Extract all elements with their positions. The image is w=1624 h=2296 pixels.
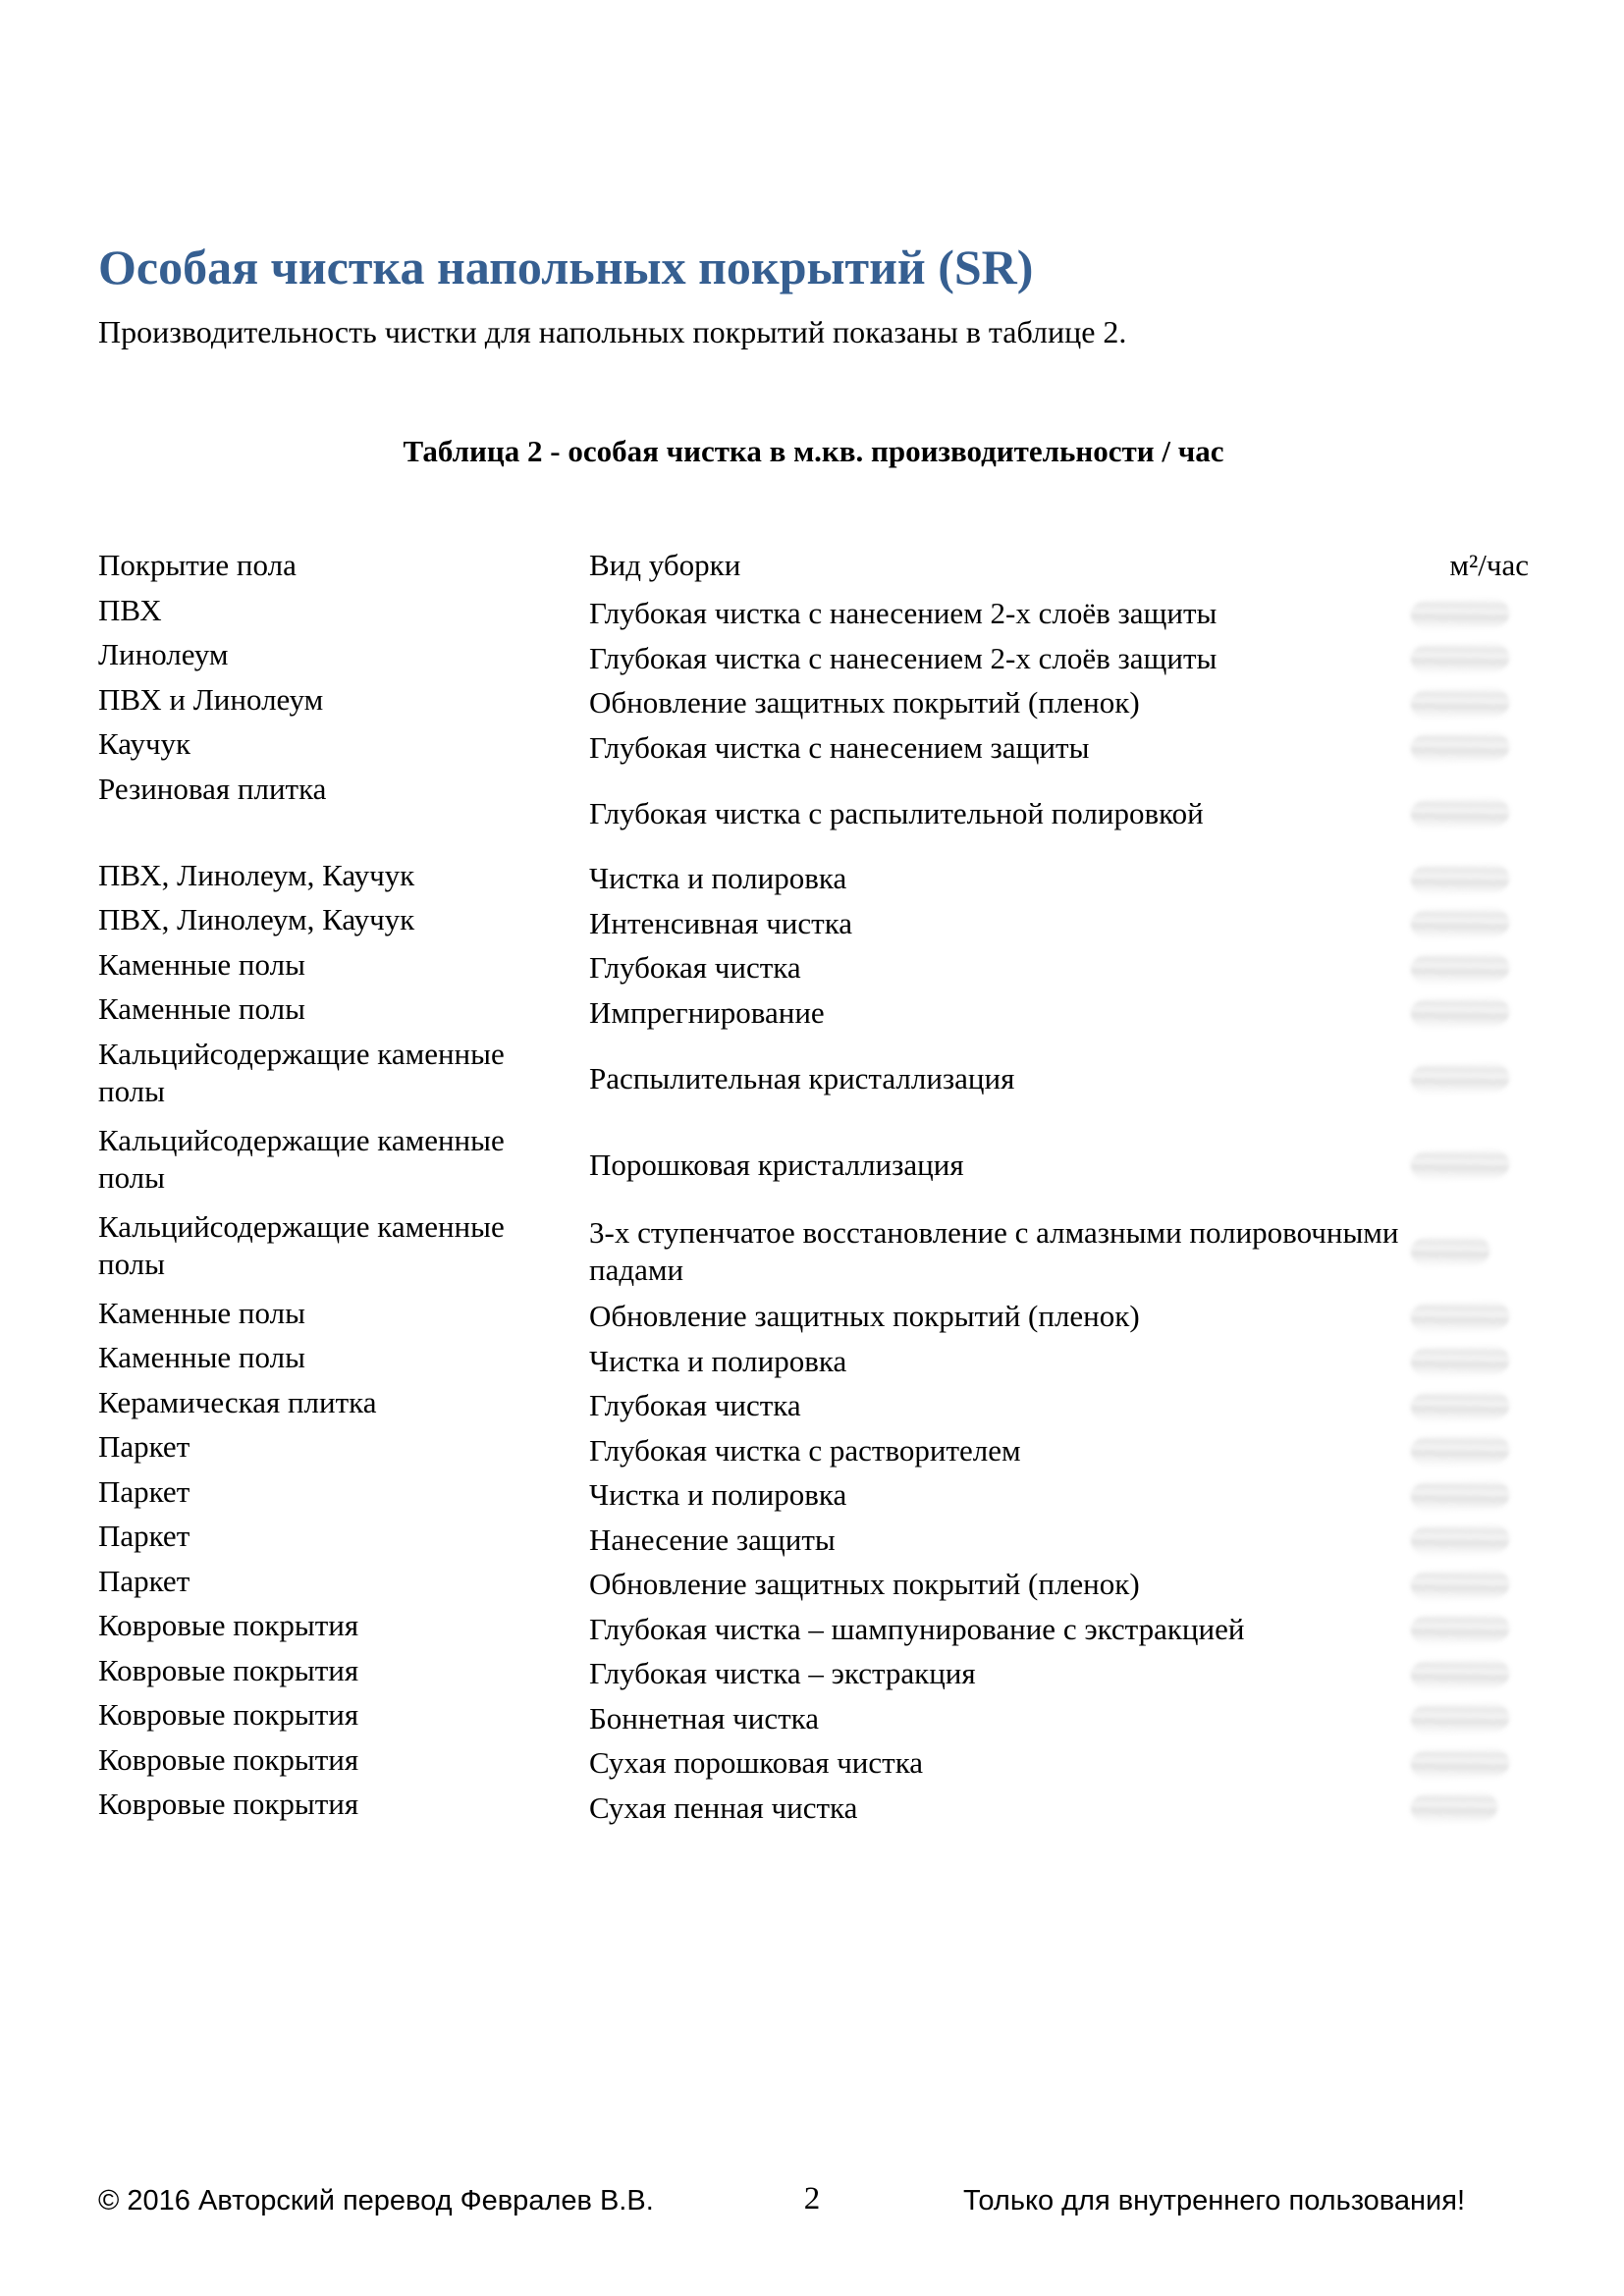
table-row xyxy=(98,1607,1529,1652)
table-row xyxy=(98,592,1529,637)
redacted-value-blur xyxy=(1411,998,1510,1027)
floor-type-cell: Ковровые покрытия xyxy=(98,1608,359,1642)
redacted-value-blur xyxy=(1411,1150,1510,1179)
cleaning-type-cell: Боннетная чистка xyxy=(589,1700,819,1735)
value-cell xyxy=(1411,645,1529,671)
cleaning-type-cell: Обновление защитных покрытий (пленок) xyxy=(589,1299,1140,1334)
redacted-value-blur xyxy=(1411,909,1510,937)
table-row xyxy=(98,946,1529,991)
table-row xyxy=(98,1518,1529,1563)
cleaning-type-cell: Распылительная кристаллизация xyxy=(589,1060,1015,1095)
table-caption: Таблица 2 - особая чистка в м.кв. производительности / час xyxy=(403,434,1224,468)
table-row xyxy=(98,1339,1529,1384)
floor-type-cell: ПВХ, Линолеум, Каучук xyxy=(98,857,415,892)
floor-type-cell: Кальцийсодержащие каменные полы xyxy=(98,1122,505,1195)
value-cell xyxy=(1411,1393,1529,1419)
cleaning-type-cell: Обновление защитных покрытий (пленок) xyxy=(589,1567,1140,1602)
footer-copyright: © 2016 Авторский перевод Февралев В.В. xyxy=(98,2185,654,2216)
value-cell xyxy=(1411,1151,1529,1178)
redacted-value-blur xyxy=(1411,644,1510,672)
value-cell xyxy=(1411,1437,1529,1464)
cleaning-type-cell: Глубокая чистка xyxy=(589,1388,801,1423)
productivity-table xyxy=(98,547,1529,1831)
cleaning-type-cell: Порошковая кристаллизация xyxy=(589,1147,964,1182)
cleaning-type-cell: Глубокая чистка с нанесением 2-х слоёв защиты xyxy=(589,640,1218,675)
cleaning-type-cell: Чистка и полировка xyxy=(589,861,847,896)
floor-type-cell: Паркет xyxy=(98,1563,190,1598)
value-cell xyxy=(1411,1304,1529,1330)
cleaning-type-cell: Импрегнирование xyxy=(589,994,825,1030)
redacted-value-blur xyxy=(1411,865,1510,893)
cleaning-type-cell: Нанесение защиты xyxy=(589,1522,836,1557)
table-row xyxy=(98,1563,1529,1608)
cleaning-type-cell: Интенсивная чистка xyxy=(589,905,853,940)
redacted-value-blur xyxy=(1411,1749,1510,1778)
table-row xyxy=(98,901,1529,946)
value-cell xyxy=(1411,1526,1529,1553)
redacted-value-blur xyxy=(1411,799,1510,828)
redacted-value-blur xyxy=(1411,1615,1510,1643)
table-row xyxy=(98,1208,1529,1295)
column-header-work: Вид уборки xyxy=(589,548,741,582)
floor-type-cell: Ковровые покрытия xyxy=(98,1652,359,1687)
value-cell xyxy=(1411,1572,1529,1598)
redacted-value-blur xyxy=(1411,1704,1510,1733)
floor-type-cell: ПВХ xyxy=(98,592,162,627)
floor-type-cell: ПВХ, Линолеум, Каучук xyxy=(98,902,415,936)
redacted-value-blur xyxy=(1411,1481,1510,1510)
table-row xyxy=(98,1741,1529,1787)
cleaning-type-cell: Сухая пенная чистка xyxy=(589,1789,858,1825)
redacted-value-blur xyxy=(1411,1237,1490,1265)
column-header-floor: Покрытие пола xyxy=(98,548,297,582)
cleaning-type-cell: Глубокая чистка – шампунирование с экстракцией xyxy=(589,1611,1245,1646)
intro-text: Производительность чистки для напольных покрытий показаны в таблице 2. xyxy=(98,314,1127,349)
floor-type-cell: Ковровые покрытия xyxy=(98,1787,359,1821)
cleaning-type-cell: Глубокая чистка xyxy=(589,950,801,986)
table-row xyxy=(98,1786,1529,1831)
redacted-value-blur xyxy=(1411,1303,1510,1331)
cleaning-type-cell: 3-х ступенчатое восстановление с алмазными полировочными падами xyxy=(589,1214,1399,1287)
floor-type-cell: Кальцийсодержащие каменные полы xyxy=(98,1036,505,1108)
table-row xyxy=(98,725,1529,771)
redacted-value-blur xyxy=(1411,1571,1510,1599)
footer-notice: Только для внутреннего пользования! xyxy=(962,2185,1465,2216)
floor-type-cell: Каменные полы xyxy=(98,1340,305,1374)
table-row xyxy=(98,681,1529,726)
table-row xyxy=(98,1036,1529,1122)
floor-type-cell: Паркет xyxy=(98,1473,190,1509)
cleaning-type-cell: Глубокая чистка с нанесением защиты xyxy=(589,729,1090,765)
value-cell xyxy=(1411,1348,1529,1374)
value-cell xyxy=(1411,690,1529,717)
value-cell xyxy=(1411,601,1529,627)
value-cell xyxy=(1411,1705,1529,1732)
value-cell xyxy=(1411,1750,1529,1777)
floor-type-cell: Каучук xyxy=(98,726,191,761)
value-cell xyxy=(1411,866,1529,892)
cleaning-type-cell: Чистка и полировка xyxy=(589,1343,847,1378)
floor-type-cell: Каменные полы xyxy=(98,946,305,982)
value-cell xyxy=(1411,910,1529,936)
cleaning-type-cell: Обновление защитных покрытий (пленок) xyxy=(589,685,1140,721)
redacted-value-blur xyxy=(1411,733,1510,762)
value-cell xyxy=(1411,1794,1529,1821)
table-row xyxy=(98,1473,1529,1519)
column-header-units: м²/час xyxy=(1449,548,1529,582)
table-row xyxy=(98,1696,1529,1741)
redacted-value-blur xyxy=(1411,1525,1510,1554)
table-row xyxy=(98,771,1529,857)
redacted-value-blur xyxy=(1411,1064,1510,1093)
value-cell xyxy=(1411,800,1529,827)
cleaning-type-cell: Глубокая чистка с нанесением 2-х слоёв защиты xyxy=(589,596,1218,631)
table-header-row xyxy=(98,547,1529,592)
table-row xyxy=(98,857,1529,902)
redacted-value-blur xyxy=(1411,1347,1510,1375)
value-cell xyxy=(1411,1482,1529,1509)
redacted-value-blur xyxy=(1411,1793,1498,1822)
redacted-value-blur xyxy=(1411,1436,1510,1465)
redacted-value-blur xyxy=(1411,689,1510,718)
table-body xyxy=(98,592,1529,1831)
cleaning-type-cell: Чистка и полировка xyxy=(589,1477,847,1513)
floor-type-cell: Ковровые покрытия xyxy=(98,1697,359,1732)
floor-type-cell: Керамическая плитка xyxy=(98,1384,377,1419)
floor-type-cell: ПВХ и Линолеум xyxy=(98,681,324,717)
cleaning-type-cell: Глубокая чистка с распылительной полировкой xyxy=(589,795,1204,830)
page-title: Особая чистка напольных покрытий (SR) xyxy=(98,240,1034,294)
value-cell xyxy=(1411,1065,1529,1092)
floor-type-cell: Каменные полы xyxy=(98,991,305,1026)
floor-type-cell: Паркет xyxy=(98,1429,190,1464)
value-cell xyxy=(1411,734,1529,761)
table-row xyxy=(98,990,1529,1036)
floor-type-cell: Ковровые покрытия xyxy=(98,1741,359,1777)
footer-page-number: 2 xyxy=(803,2181,821,2216)
floor-type-cell: Линолеум xyxy=(98,637,229,671)
value-cell xyxy=(1411,1616,1529,1642)
table-row xyxy=(98,1295,1529,1340)
floor-type-cell: Каменные полы xyxy=(98,1295,305,1330)
cleaning-type-cell: Глубокая чистка с растворителем xyxy=(589,1432,1021,1468)
table-row xyxy=(98,1652,1529,1697)
cleaning-type-cell: Сухая порошковая чистка xyxy=(589,1745,924,1781)
value-cell xyxy=(1411,1238,1529,1264)
redacted-value-blur xyxy=(1411,600,1510,628)
cleaning-type-cell: Глубокая чистка – экстракция xyxy=(589,1656,976,1691)
floor-type-cell: Кальцийсодержащие каменные полы xyxy=(98,1208,505,1281)
table-row xyxy=(98,1384,1529,1429)
table-row xyxy=(98,1122,1529,1208)
redacted-value-blur xyxy=(1411,1660,1510,1688)
value-cell xyxy=(1411,999,1529,1026)
value-cell xyxy=(1411,955,1529,982)
table-row xyxy=(98,1428,1529,1473)
table-row xyxy=(98,636,1529,681)
floor-type-cell: Паркет xyxy=(98,1519,190,1553)
value-cell xyxy=(1411,1661,1529,1687)
page-footer xyxy=(0,2181,1624,2224)
floor-type-cell: Резиновая плитка xyxy=(98,771,327,806)
redacted-value-blur xyxy=(1411,1392,1510,1420)
redacted-value-blur xyxy=(1411,954,1510,983)
